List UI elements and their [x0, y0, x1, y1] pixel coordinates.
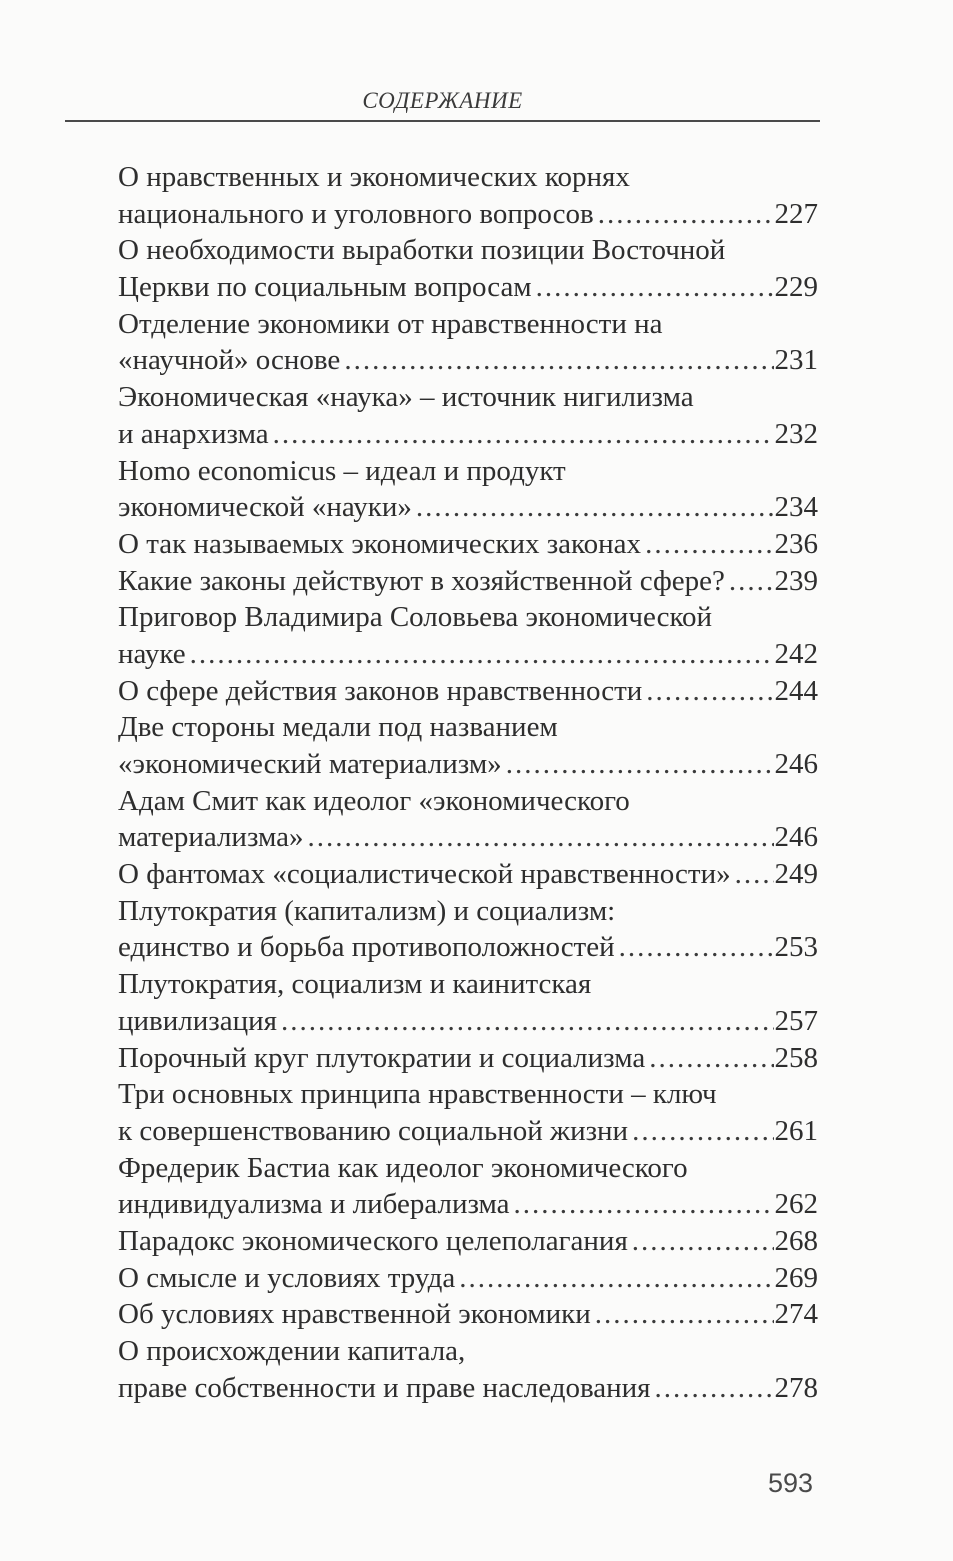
dot-leader: [646, 673, 773, 710]
toc-entry: [118, 196, 818, 233]
toc-entry: [118, 929, 818, 966]
dot-leader: [645, 526, 773, 563]
toc-entry-title: Приговор Владимира Соловьева экономической: [118, 601, 713, 634]
toc-page-number: 239: [774, 564, 818, 597]
toc-entry-continued: [118, 893, 818, 930]
toc-page-number: 268: [774, 1224, 818, 1257]
dot-leader: [273, 416, 774, 453]
toc-entry: [118, 416, 818, 453]
toc-entry-continued: [118, 599, 818, 636]
toc-entry: [118, 856, 818, 893]
toc-page-number: 262: [774, 1188, 818, 1221]
toc-entry-title: «научной» основе: [118, 344, 341, 377]
toc-entry-title: О происхождении капитала,: [118, 1335, 466, 1367]
toc-entry: [118, 1370, 818, 1407]
toc-entry-title: О так называемых экономических законах: [118, 527, 642, 560]
dot-leader: [506, 746, 774, 783]
toc-page-number: 242: [774, 637, 818, 670]
dot-leader: [514, 1186, 774, 1223]
toc-entry-title: О фантомах «социалистической нравственности»: [118, 858, 731, 891]
dot-leader: [729, 563, 774, 600]
toc-entry-title: Плутократия, социализм и каинитская: [118, 968, 592, 1001]
dot-leader: [416, 489, 774, 526]
dot-leader: [595, 1296, 774, 1333]
table-of-contents: [118, 159, 818, 1406]
toc-entry: [118, 1113, 818, 1150]
toc-entry-continued: [118, 1150, 818, 1187]
toc-entry-title: Адам Смит как идеолог «экономического: [118, 784, 630, 817]
toc-entry-title: Церкви по социальным вопросам: [118, 271, 532, 304]
toc-entry: [118, 636, 818, 673]
toc-entry-title: цивилизация: [118, 1004, 277, 1037]
toc-entry-title: материализма»: [118, 821, 304, 854]
toc-entry-continued: [118, 379, 818, 416]
dot-leader: [632, 1113, 773, 1150]
toc-page-number: 274: [774, 1298, 818, 1331]
toc-page-number: 234: [774, 491, 818, 524]
toc-page-number: 244: [774, 674, 818, 707]
toc-entry: [118, 1003, 818, 1040]
toc-entry-title: О сфере действия законов нравственности: [118, 674, 643, 707]
toc-entry: [118, 1296, 818, 1333]
toc-entry-continued: [118, 453, 818, 490]
dot-leader: [649, 1040, 773, 1077]
toc-entry-title: Порочный круг плутократии и социализма: [118, 1041, 646, 1074]
dot-leader: [735, 856, 774, 893]
dot-leader: [536, 269, 774, 306]
toc-entry: [118, 819, 818, 856]
toc-page-number: 246: [774, 821, 818, 854]
toc-entry: [118, 489, 818, 526]
toc-entry-continued: [118, 232, 818, 269]
toc-entry: [118, 1260, 818, 1297]
toc-entry: [118, 342, 818, 379]
toc-page-number: 232: [774, 417, 818, 450]
toc-page-number: 249: [774, 858, 818, 891]
toc-page-number: 257: [774, 1004, 818, 1037]
toc-entry-title: экономической «науки»: [118, 491, 412, 524]
toc-entry-title: «экономический материализм»: [118, 748, 502, 780]
toc-page-number: 229: [774, 271, 818, 304]
toc-entry-title: Об условиях нравственной экономики: [118, 1298, 591, 1331]
toc-entry-title: праве собственности и праве наследования: [118, 1371, 651, 1404]
toc-entry: [118, 746, 818, 783]
toc-entry: [118, 563, 818, 600]
dot-leader: [619, 929, 774, 966]
toc-entry-title: национального и уголовного вопросов: [118, 197, 594, 230]
toc-entry-title: Плутократия (капитализм) и социализм:: [118, 894, 616, 927]
toc-page-number: 269: [774, 1261, 818, 1294]
toc-entry-title: индивидуализма и либерализма: [118, 1188, 510, 1221]
toc-entry-continued: [118, 306, 818, 343]
header-rule: [65, 120, 820, 122]
dot-leader: [281, 1003, 774, 1040]
toc-entry-title: О смысле и условиях труда: [118, 1261, 456, 1294]
toc-page-number: 227: [774, 197, 818, 230]
dot-leader: [190, 636, 774, 673]
toc-entry-title: Парадокс экономического целеполагания: [118, 1224, 628, 1257]
toc-entry: [118, 1223, 818, 1260]
toc-entry-title: Какие законы действуют в хозяйственной сфере?: [118, 564, 725, 597]
toc-page-number: 261: [774, 1114, 818, 1147]
dot-leader: [459, 1260, 773, 1297]
toc-entry-title: Homo economicus – идеал и продукт: [118, 454, 566, 487]
dot-leader: [655, 1370, 774, 1407]
toc-entry-title: Экономическая «наука» – источник нигилизма: [118, 381, 694, 414]
toc-entry-continued: [118, 966, 818, 1003]
dot-leader: [632, 1223, 774, 1260]
dot-leader: [344, 342, 773, 379]
toc-entry-title: Три основных принципа нравственности – ключ: [118, 1078, 717, 1111]
toc-entry-title: к совершенствованию социальной жизни: [118, 1114, 629, 1147]
toc-entry-title: О необходимости выработки позиции Восточной: [118, 234, 726, 267]
dot-leader: [308, 819, 774, 856]
toc-entry-continued: [118, 1333, 818, 1370]
toc-entry-title: Отделение экономики от нравственности на: [118, 307, 663, 340]
dot-leader: [598, 196, 774, 233]
toc-entry-title: науке: [118, 637, 186, 670]
toc-page-number: 278: [774, 1371, 818, 1404]
toc-entry: [118, 673, 818, 710]
toc-entry-continued: [118, 1076, 818, 1113]
toc-entry: [118, 526, 818, 563]
toc-entry-continued: [118, 709, 818, 746]
toc-entry: [118, 1040, 818, 1077]
toc-entry-title: и анархизма: [118, 417, 269, 450]
toc-entry-title: единство и борьба противоположностей: [118, 931, 615, 964]
page-number: 593: [768, 1468, 814, 1498]
toc-entry-title: Две стороны медали под названием: [118, 711, 558, 744]
toc-entry: [118, 269, 818, 306]
toc-entry-title: Фредерик Бастиа как идеолог экономического: [118, 1151, 688, 1184]
toc-page-number: 236: [774, 527, 818, 560]
toc-entry: [118, 1186, 818, 1223]
toc-page-number: 231: [774, 344, 818, 377]
toc-entry-continued: [118, 159, 818, 196]
toc-entry-title: О нравственных и экономических корнях: [118, 161, 630, 193]
toc-page-number: 253: [774, 931, 818, 964]
running-head: СОДЕРЖАНИЕ: [362, 88, 523, 113]
toc-entry-continued: [118, 783, 818, 820]
toc-page-number: 258: [774, 1041, 818, 1074]
toc-page-number: 246: [774, 748, 818, 780]
